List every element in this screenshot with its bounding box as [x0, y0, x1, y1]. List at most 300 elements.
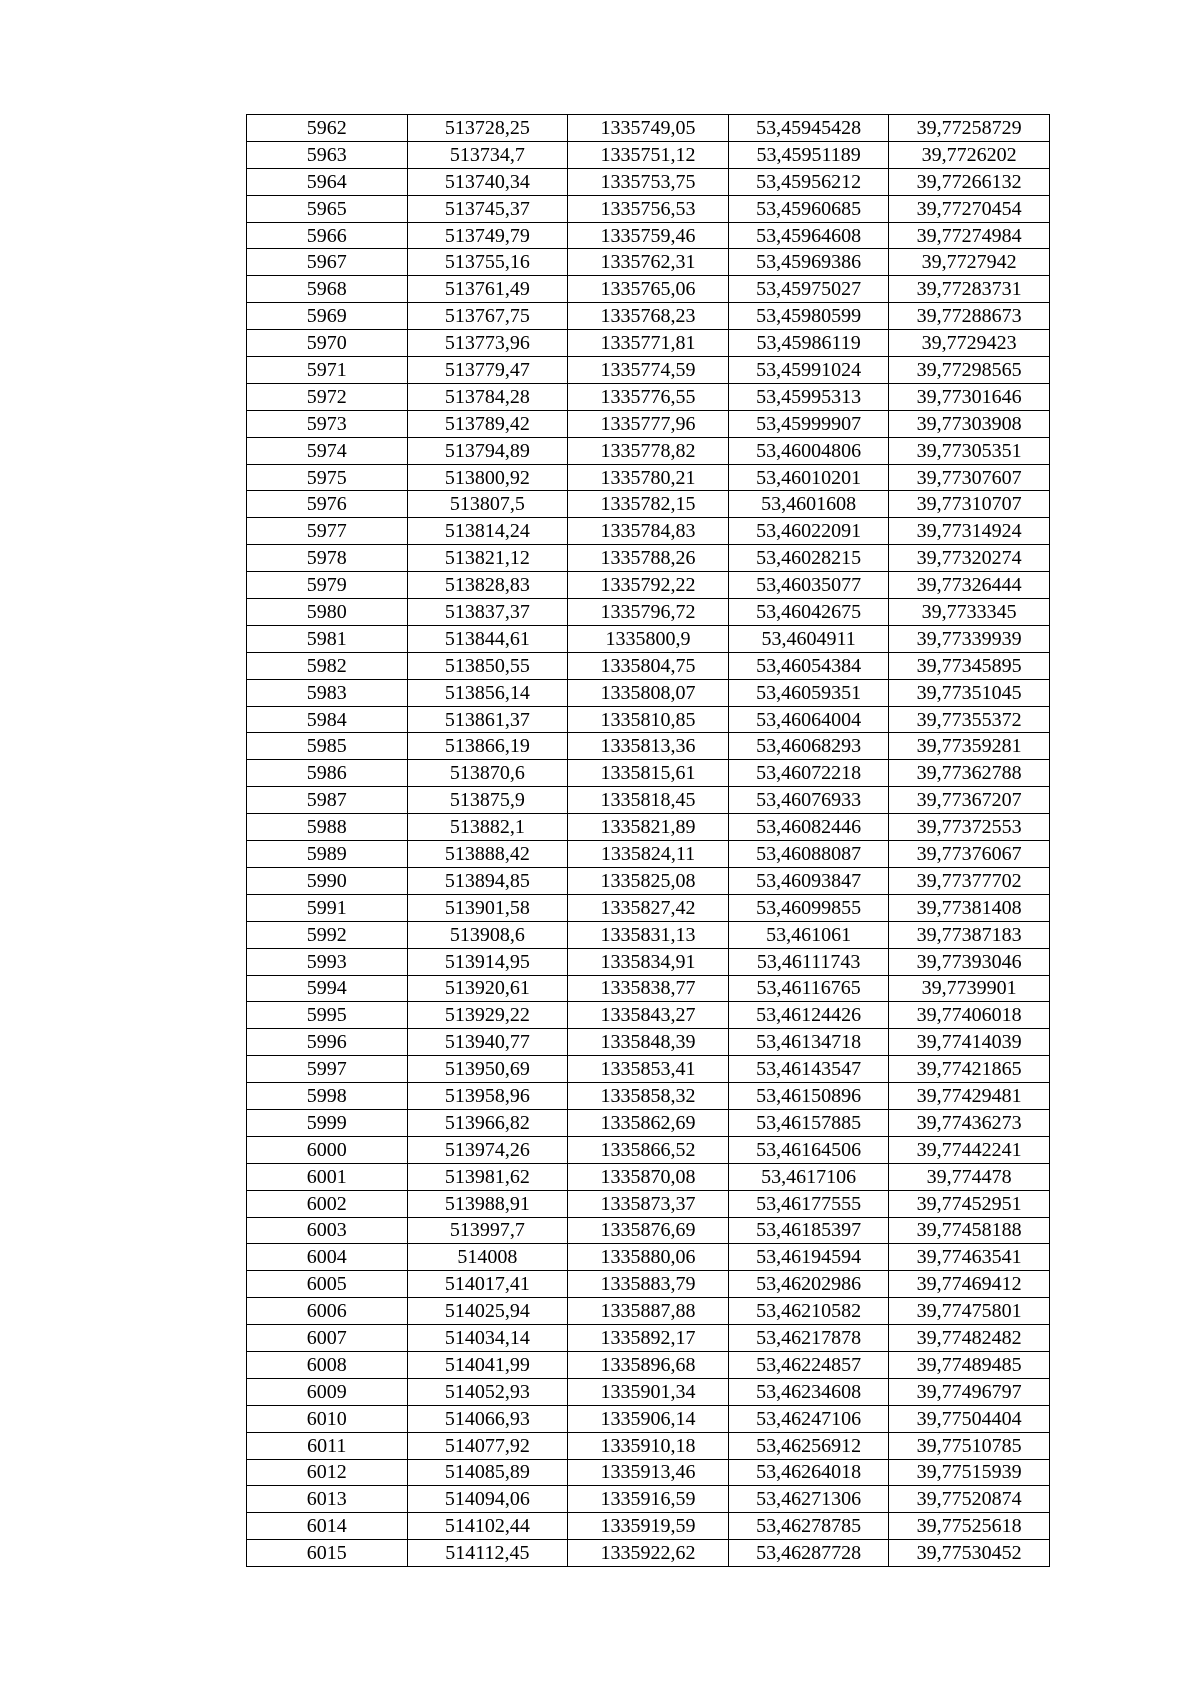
y-coordinate-cell: 1335873,37 [568, 1190, 729, 1217]
table-row [247, 249, 1050, 276]
y-coordinate-cell: 1335827,42 [568, 894, 729, 921]
point-number-cell: 6002 [247, 1190, 408, 1217]
y-coordinate-cell: 1335749,05 [568, 115, 729, 142]
point-number-cell: 5964 [247, 168, 408, 195]
y-coordinate-cell: 1335901,34 [568, 1378, 729, 1405]
latitude-cell: 53,45980599 [728, 303, 889, 330]
y-coordinate-cell: 1335892,17 [568, 1325, 729, 1352]
longitude-cell: 39,77283731 [889, 276, 1050, 303]
longitude-cell: 39,77367207 [889, 787, 1050, 814]
point-number-cell: 5980 [247, 599, 408, 626]
y-coordinate-cell: 1335848,39 [568, 1029, 729, 1056]
table-row [247, 168, 1050, 195]
table-row [247, 1432, 1050, 1459]
y-coordinate-cell: 1335792,22 [568, 572, 729, 599]
latitude-cell: 53,46210582 [728, 1298, 889, 1325]
table-row [247, 518, 1050, 545]
x-coordinate-cell: 514034,14 [407, 1325, 568, 1352]
latitude-cell: 53,45975027 [728, 276, 889, 303]
longitude-cell: 39,77310707 [889, 491, 1050, 518]
longitude-cell: 39,77351045 [889, 679, 1050, 706]
y-coordinate-cell: 1335876,69 [568, 1217, 729, 1244]
table-row [247, 1486, 1050, 1513]
latitude-cell: 53,46059351 [728, 679, 889, 706]
latitude-cell: 53,46164506 [728, 1136, 889, 1163]
longitude-cell: 39,77387183 [889, 921, 1050, 948]
x-coordinate-cell: 513728,25 [407, 115, 568, 142]
x-coordinate-cell: 513773,96 [407, 330, 568, 357]
longitude-cell: 39,77525618 [889, 1513, 1050, 1540]
longitude-cell: 39,77362788 [889, 760, 1050, 787]
coordinates-table [246, 114, 1050, 1567]
longitude-cell: 39,77458188 [889, 1217, 1050, 1244]
longitude-cell: 39,77298565 [889, 357, 1050, 384]
y-coordinate-cell: 1335824,11 [568, 841, 729, 868]
y-coordinate-cell: 1335808,07 [568, 679, 729, 706]
point-number-cell: 6014 [247, 1513, 408, 1540]
y-coordinate-cell: 1335782,15 [568, 491, 729, 518]
x-coordinate-cell: 513940,77 [407, 1029, 568, 1056]
point-number-cell: 5982 [247, 652, 408, 679]
x-coordinate-cell: 513981,62 [407, 1163, 568, 1190]
y-coordinate-cell: 1335810,85 [568, 706, 729, 733]
point-number-cell: 5970 [247, 330, 408, 357]
y-coordinate-cell: 1335834,91 [568, 948, 729, 975]
point-number-cell: 6005 [247, 1271, 408, 1298]
latitude-cell: 53,4604911 [728, 625, 889, 652]
latitude-cell: 53,46068293 [728, 733, 889, 760]
table-row [247, 1029, 1050, 1056]
x-coordinate-cell: 513828,83 [407, 572, 568, 599]
x-coordinate-cell: 513856,14 [407, 679, 568, 706]
table-row [247, 141, 1050, 168]
y-coordinate-cell: 1335887,88 [568, 1298, 729, 1325]
x-coordinate-cell: 513789,42 [407, 410, 568, 437]
latitude-cell: 53,46150896 [728, 1083, 889, 1110]
latitude-cell: 53,46093847 [728, 867, 889, 894]
y-coordinate-cell: 1335825,08 [568, 867, 729, 894]
longitude-cell: 39,77381408 [889, 894, 1050, 921]
longitude-cell: 39,77377702 [889, 867, 1050, 894]
point-number-cell: 5987 [247, 787, 408, 814]
y-coordinate-cell: 1335756,53 [568, 195, 729, 222]
longitude-cell: 39,77463541 [889, 1244, 1050, 1271]
point-number-cell: 5993 [247, 948, 408, 975]
longitude-cell: 39,77496797 [889, 1378, 1050, 1405]
x-coordinate-cell: 513861,37 [407, 706, 568, 733]
latitude-cell: 53,45986119 [728, 330, 889, 357]
point-number-cell: 6009 [247, 1378, 408, 1405]
table-row [247, 948, 1050, 975]
longitude-cell: 39,7739901 [889, 975, 1050, 1002]
x-coordinate-cell: 513988,91 [407, 1190, 568, 1217]
table-row [247, 975, 1050, 1002]
y-coordinate-cell: 1335922,62 [568, 1540, 729, 1567]
latitude-cell: 53,46157885 [728, 1109, 889, 1136]
table-row [247, 1217, 1050, 1244]
latitude-cell: 53,46099855 [728, 894, 889, 921]
longitude-cell: 39,77266132 [889, 168, 1050, 195]
longitude-cell: 39,77421865 [889, 1056, 1050, 1083]
latitude-cell: 53,461061 [728, 921, 889, 948]
longitude-cell: 39,77288673 [889, 303, 1050, 330]
y-coordinate-cell: 1335815,61 [568, 760, 729, 787]
point-number-cell: 5979 [247, 572, 408, 599]
point-number-cell: 5963 [247, 141, 408, 168]
x-coordinate-cell: 514052,93 [407, 1378, 568, 1405]
latitude-cell: 53,46234608 [728, 1378, 889, 1405]
y-coordinate-cell: 1335862,69 [568, 1109, 729, 1136]
longitude-cell: 39,77515939 [889, 1459, 1050, 1486]
x-coordinate-cell: 514017,41 [407, 1271, 568, 1298]
table-row [247, 1298, 1050, 1325]
y-coordinate-cell: 1335784,83 [568, 518, 729, 545]
table-row [247, 760, 1050, 787]
point-number-cell: 6012 [247, 1459, 408, 1486]
latitude-cell: 53,46278785 [728, 1513, 889, 1540]
point-number-cell: 5992 [247, 921, 408, 948]
latitude-cell: 53,46072218 [728, 760, 889, 787]
y-coordinate-cell: 1335838,77 [568, 975, 729, 1002]
x-coordinate-cell: 513888,42 [407, 841, 568, 868]
y-coordinate-cell: 1335896,68 [568, 1351, 729, 1378]
table-row [247, 491, 1050, 518]
latitude-cell: 53,46271306 [728, 1486, 889, 1513]
y-coordinate-cell: 1335919,59 [568, 1513, 729, 1540]
y-coordinate-cell: 1335906,14 [568, 1405, 729, 1432]
longitude-cell: 39,7726202 [889, 141, 1050, 168]
longitude-cell: 39,774478 [889, 1163, 1050, 1190]
latitude-cell: 53,45951189 [728, 141, 889, 168]
table-row [247, 572, 1050, 599]
longitude-cell: 39,77414039 [889, 1029, 1050, 1056]
latitude-cell: 53,45956212 [728, 168, 889, 195]
table-row [247, 1459, 1050, 1486]
longitude-cell: 39,77442241 [889, 1136, 1050, 1163]
point-number-cell: 5971 [247, 357, 408, 384]
table-row [247, 1271, 1050, 1298]
x-coordinate-cell: 513950,69 [407, 1056, 568, 1083]
table-row [247, 1540, 1050, 1567]
longitude-cell: 39,77510785 [889, 1432, 1050, 1459]
longitude-cell: 39,77372553 [889, 814, 1050, 841]
y-coordinate-cell: 1335800,9 [568, 625, 729, 652]
table-row [247, 706, 1050, 733]
longitude-cell: 39,77274984 [889, 222, 1050, 249]
x-coordinate-cell: 514025,94 [407, 1298, 568, 1325]
point-number-cell: 5978 [247, 545, 408, 572]
point-number-cell: 6001 [247, 1163, 408, 1190]
x-coordinate-cell: 513870,6 [407, 760, 568, 787]
table-row [247, 1002, 1050, 1029]
point-number-cell: 5985 [247, 733, 408, 760]
y-coordinate-cell: 1335818,45 [568, 787, 729, 814]
x-coordinate-cell: 513734,7 [407, 141, 568, 168]
longitude-cell: 39,77301646 [889, 383, 1050, 410]
latitude-cell: 53,46224857 [728, 1351, 889, 1378]
table-row [247, 330, 1050, 357]
point-number-cell: 5990 [247, 867, 408, 894]
point-number-cell: 5986 [247, 760, 408, 787]
y-coordinate-cell: 1335913,46 [568, 1459, 729, 1486]
x-coordinate-cell: 513767,75 [407, 303, 568, 330]
latitude-cell: 53,46116765 [728, 975, 889, 1002]
y-coordinate-cell: 1335771,81 [568, 330, 729, 357]
latitude-cell: 53,46256912 [728, 1432, 889, 1459]
longitude-cell: 39,77482482 [889, 1325, 1050, 1352]
y-coordinate-cell: 1335780,21 [568, 464, 729, 491]
longitude-cell: 39,77339939 [889, 625, 1050, 652]
point-number-cell: 6007 [247, 1325, 408, 1352]
latitude-cell: 53,45960685 [728, 195, 889, 222]
latitude-cell: 53,46217878 [728, 1325, 889, 1352]
x-coordinate-cell: 513749,79 [407, 222, 568, 249]
point-number-cell: 5977 [247, 518, 408, 545]
table-row [247, 652, 1050, 679]
x-coordinate-cell: 513929,22 [407, 1002, 568, 1029]
y-coordinate-cell: 1335765,06 [568, 276, 729, 303]
x-coordinate-cell: 513745,37 [407, 195, 568, 222]
latitude-cell: 53,45999907 [728, 410, 889, 437]
table-row [247, 1351, 1050, 1378]
y-coordinate-cell: 1335883,79 [568, 1271, 729, 1298]
point-number-cell: 5988 [247, 814, 408, 841]
x-coordinate-cell: 514066,93 [407, 1405, 568, 1432]
x-coordinate-cell: 513814,24 [407, 518, 568, 545]
longitude-cell: 39,77307607 [889, 464, 1050, 491]
x-coordinate-cell: 513844,61 [407, 625, 568, 652]
y-coordinate-cell: 1335804,75 [568, 652, 729, 679]
longitude-cell: 39,7733345 [889, 599, 1050, 626]
table-row [247, 1405, 1050, 1432]
table-row [247, 1325, 1050, 1352]
latitude-cell: 53,46247106 [728, 1405, 889, 1432]
latitude-cell: 53,46111743 [728, 948, 889, 975]
table-row [247, 599, 1050, 626]
table-row [247, 464, 1050, 491]
x-coordinate-cell: 513850,55 [407, 652, 568, 679]
table-row [247, 625, 1050, 652]
x-coordinate-cell: 513779,47 [407, 357, 568, 384]
table-row [247, 195, 1050, 222]
table-row [247, 1083, 1050, 1110]
point-number-cell: 5976 [247, 491, 408, 518]
longitude-cell: 39,77475801 [889, 1298, 1050, 1325]
x-coordinate-cell: 513958,96 [407, 1083, 568, 1110]
y-coordinate-cell: 1335774,59 [568, 357, 729, 384]
latitude-cell: 53,45945428 [728, 115, 889, 142]
y-coordinate-cell: 1335759,46 [568, 222, 729, 249]
point-number-cell: 5991 [247, 894, 408, 921]
point-number-cell: 6010 [247, 1405, 408, 1432]
point-number-cell: 5972 [247, 383, 408, 410]
table-row [247, 1378, 1050, 1405]
longitude-cell: 39,77504404 [889, 1405, 1050, 1432]
point-number-cell: 6011 [247, 1432, 408, 1459]
table-row [247, 787, 1050, 814]
x-coordinate-cell: 513974,26 [407, 1136, 568, 1163]
point-number-cell: 5973 [247, 410, 408, 437]
x-coordinate-cell: 513784,28 [407, 383, 568, 410]
y-coordinate-cell: 1335796,72 [568, 599, 729, 626]
point-number-cell: 5995 [247, 1002, 408, 1029]
point-number-cell: 5965 [247, 195, 408, 222]
x-coordinate-cell: 513875,9 [407, 787, 568, 814]
longitude-cell: 39,77469412 [889, 1271, 1050, 1298]
latitude-cell: 53,46124426 [728, 1002, 889, 1029]
x-coordinate-cell: 513901,58 [407, 894, 568, 921]
point-number-cell: 6013 [247, 1486, 408, 1513]
longitude-cell: 39,77406018 [889, 1002, 1050, 1029]
point-number-cell: 5974 [247, 437, 408, 464]
x-coordinate-cell: 513894,85 [407, 867, 568, 894]
y-coordinate-cell: 1335870,08 [568, 1163, 729, 1190]
table-row [247, 1244, 1050, 1271]
latitude-cell: 53,46064004 [728, 706, 889, 733]
y-coordinate-cell: 1335821,89 [568, 814, 729, 841]
latitude-cell: 53,46076933 [728, 787, 889, 814]
y-coordinate-cell: 1335916,59 [568, 1486, 729, 1513]
latitude-cell: 53,46185397 [728, 1217, 889, 1244]
y-coordinate-cell: 1335788,26 [568, 545, 729, 572]
latitude-cell: 53,4617106 [728, 1163, 889, 1190]
longitude-cell: 39,77436273 [889, 1109, 1050, 1136]
latitude-cell: 53,46022091 [728, 518, 889, 545]
y-coordinate-cell: 1335866,52 [568, 1136, 729, 1163]
x-coordinate-cell: 514085,89 [407, 1459, 568, 1486]
longitude-cell: 39,77314924 [889, 518, 1050, 545]
latitude-cell: 53,45991024 [728, 357, 889, 384]
table-row [247, 1136, 1050, 1163]
latitude-cell: 53,45969386 [728, 249, 889, 276]
latitude-cell: 53,46010201 [728, 464, 889, 491]
latitude-cell: 53,45995313 [728, 383, 889, 410]
latitude-cell: 53,46202986 [728, 1271, 889, 1298]
table-row [247, 357, 1050, 384]
x-coordinate-cell: 513882,1 [407, 814, 568, 841]
y-coordinate-cell: 1335753,75 [568, 168, 729, 195]
longitude-cell: 39,77489485 [889, 1351, 1050, 1378]
point-number-cell: 5983 [247, 679, 408, 706]
y-coordinate-cell: 1335858,32 [568, 1083, 729, 1110]
x-coordinate-cell: 513837,37 [407, 599, 568, 626]
latitude-cell: 53,46194594 [728, 1244, 889, 1271]
latitude-cell: 53,46088087 [728, 841, 889, 868]
x-coordinate-cell: 514102,44 [407, 1513, 568, 1540]
x-coordinate-cell: 513807,5 [407, 491, 568, 518]
latitude-cell: 53,46143547 [728, 1056, 889, 1083]
point-number-cell: 5999 [247, 1109, 408, 1136]
x-coordinate-cell: 513800,92 [407, 464, 568, 491]
latitude-cell: 53,46004806 [728, 437, 889, 464]
x-coordinate-cell: 513914,95 [407, 948, 568, 975]
y-coordinate-cell: 1335778,82 [568, 437, 729, 464]
point-number-cell: 5994 [247, 975, 408, 1002]
x-coordinate-cell: 513821,12 [407, 545, 568, 572]
table-row [247, 437, 1050, 464]
table-row [247, 1056, 1050, 1083]
longitude-cell: 39,77452951 [889, 1190, 1050, 1217]
y-coordinate-cell: 1335777,96 [568, 410, 729, 437]
y-coordinate-cell: 1335751,12 [568, 141, 729, 168]
latitude-cell: 53,4601608 [728, 491, 889, 518]
table-row [247, 1190, 1050, 1217]
table-row [247, 545, 1050, 572]
table-row [247, 383, 1050, 410]
point-number-cell: 5981 [247, 625, 408, 652]
x-coordinate-cell: 514094,06 [407, 1486, 568, 1513]
latitude-cell: 53,46177555 [728, 1190, 889, 1217]
longitude-cell: 39,77258729 [889, 115, 1050, 142]
table-row [247, 115, 1050, 142]
x-coordinate-cell: 513908,6 [407, 921, 568, 948]
table-row [247, 814, 1050, 841]
longitude-cell: 39,77429481 [889, 1083, 1050, 1110]
longitude-cell: 39,77305351 [889, 437, 1050, 464]
latitude-cell: 53,46264018 [728, 1459, 889, 1486]
point-number-cell: 6000 [247, 1136, 408, 1163]
longitude-cell: 39,77376067 [889, 841, 1050, 868]
point-number-cell: 5998 [247, 1083, 408, 1110]
x-coordinate-cell: 514077,92 [407, 1432, 568, 1459]
y-coordinate-cell: 1335813,36 [568, 733, 729, 760]
point-number-cell: 5968 [247, 276, 408, 303]
x-coordinate-cell: 513794,89 [407, 437, 568, 464]
latitude-cell: 53,46287728 [728, 1540, 889, 1567]
table-row [247, 222, 1050, 249]
table-row [247, 303, 1050, 330]
x-coordinate-cell: 514112,45 [407, 1540, 568, 1567]
table-row [247, 841, 1050, 868]
latitude-cell: 53,45964608 [728, 222, 889, 249]
point-number-cell: 6004 [247, 1244, 408, 1271]
table-row [247, 894, 1050, 921]
longitude-cell: 39,77520874 [889, 1486, 1050, 1513]
latitude-cell: 53,46035077 [728, 572, 889, 599]
point-number-cell: 5962 [247, 115, 408, 142]
x-coordinate-cell: 514041,99 [407, 1351, 568, 1378]
y-coordinate-cell: 1335762,31 [568, 249, 729, 276]
table-row [247, 867, 1050, 894]
table-row [247, 410, 1050, 437]
coordinates-table-body [247, 115, 1050, 1567]
table-row [247, 733, 1050, 760]
longitude-cell: 39,77345895 [889, 652, 1050, 679]
x-coordinate-cell: 513920,61 [407, 975, 568, 1002]
table-row [247, 1109, 1050, 1136]
point-number-cell: 5969 [247, 303, 408, 330]
x-coordinate-cell: 513997,7 [407, 1217, 568, 1244]
point-number-cell: 5997 [247, 1056, 408, 1083]
latitude-cell: 53,46134718 [728, 1029, 889, 1056]
longitude-cell: 39,77393046 [889, 948, 1050, 975]
point-number-cell: 5984 [247, 706, 408, 733]
x-coordinate-cell: 514008 [407, 1244, 568, 1271]
y-coordinate-cell: 1335880,06 [568, 1244, 729, 1271]
table-row [247, 276, 1050, 303]
longitude-cell: 39,77270454 [889, 195, 1050, 222]
latitude-cell: 53,46028215 [728, 545, 889, 572]
y-coordinate-cell: 1335853,41 [568, 1056, 729, 1083]
x-coordinate-cell: 513740,34 [407, 168, 568, 195]
y-coordinate-cell: 1335776,55 [568, 383, 729, 410]
table-row [247, 1163, 1050, 1190]
y-coordinate-cell: 1335843,27 [568, 1002, 729, 1029]
point-number-cell: 6015 [247, 1540, 408, 1567]
longitude-cell: 39,77530452 [889, 1540, 1050, 1567]
x-coordinate-cell: 513755,16 [407, 249, 568, 276]
point-number-cell: 5975 [247, 464, 408, 491]
